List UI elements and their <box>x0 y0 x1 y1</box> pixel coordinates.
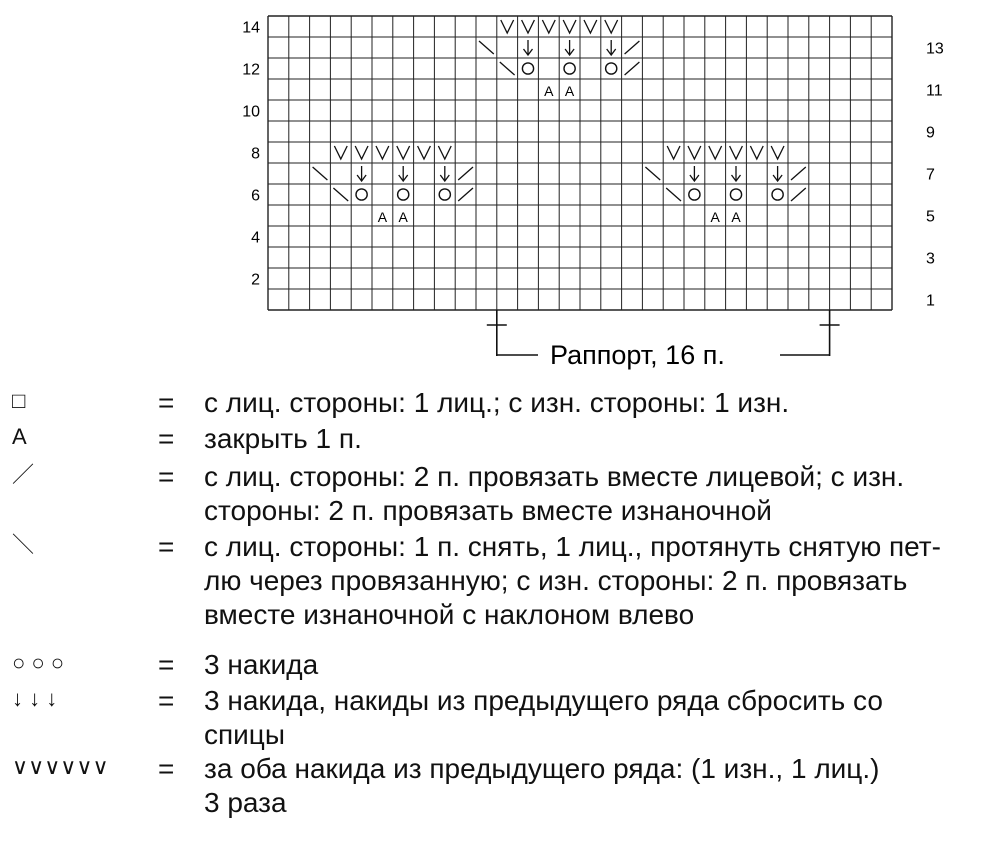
legend-line: за оба накида из предыдущего ряда: (1 изн., 1 лиц.) <box>204 753 880 784</box>
legend-line: лю через провязанную; с изн. стороны: 2 п. провязать <box>204 565 908 596</box>
row-number-left: 10 <box>242 103 260 121</box>
double-yarnover-knit-symbol <box>605 20 618 33</box>
bind-off-symbol: A <box>564 83 575 99</box>
legend-equals: = <box>158 685 175 716</box>
yarnover-symbol <box>606 63 617 74</box>
k2tog-symbol <box>458 188 473 201</box>
legend-line: с лиц. стороны: 1 лиц.; с изн. стороны: 1 изн. <box>204 387 790 418</box>
row-number-left: 4 <box>251 229 260 247</box>
row-number-right: 9 <box>926 124 935 142</box>
double-yarnover-knit-symbol <box>397 146 410 159</box>
legend-line: с лиц. стороны: 1 п. снять, 1 лиц., протянуть снятую пет- <box>204 531 941 562</box>
row-number-right: 13 <box>926 40 944 58</box>
double-yarnover-knit-symbol <box>584 20 597 33</box>
double-yarnover-knit-symbol <box>771 146 784 159</box>
legend-equals: = <box>158 423 175 454</box>
legend-symbol: ○ ○ ○ <box>12 650 65 675</box>
chart-grid <box>268 16 892 310</box>
legend-equals: = <box>158 387 175 418</box>
yarnover-symbol <box>564 63 575 74</box>
double-yarnover-knit-symbol <box>355 146 368 159</box>
legend-description <box>204 460 984 528</box>
legend-equals: = <box>158 753 175 784</box>
legend-symbol: ＼ <box>12 532 35 557</box>
double-yarnover-knit-symbol <box>501 20 514 33</box>
yarnover-symbol <box>730 189 741 200</box>
legend-symbol: A <box>12 424 27 449</box>
ssk-symbol <box>313 167 328 180</box>
double-yarnover-knit-symbol <box>334 146 347 159</box>
row-number-right: 3 <box>926 250 935 268</box>
row-number-left: 2 <box>251 271 260 289</box>
k2tog-symbol <box>625 62 640 75</box>
legend-symbol: ↓ ↓ ↓ <box>12 686 58 711</box>
legend-line: спицы <box>204 719 285 750</box>
double-yarnover-knit-symbol <box>522 20 535 33</box>
legend-description <box>204 422 984 456</box>
legend-description <box>204 530 984 632</box>
knitting-chart <box>0 0 1000 380</box>
repeat-label: Раппорт, 16 п. <box>550 340 725 370</box>
double-yarnover-knit-symbol <box>709 146 722 159</box>
double-yarnover-knit-symbol <box>438 146 451 159</box>
legend-line: вместе изнаночной с наклоном влево <box>204 599 695 630</box>
yarnover-symbol <box>522 63 533 74</box>
ssk-symbol <box>500 62 515 75</box>
ssk-symbol <box>479 41 494 54</box>
row-number-right: 7 <box>926 166 935 184</box>
row-number-left: 12 <box>242 61 260 79</box>
double-yarnover-knit-symbol <box>750 146 763 159</box>
double-yarnover-knit-symbol <box>563 20 576 33</box>
legend-line: 3 накида, накиды из предыдущего ряда сбросить со <box>204 685 883 716</box>
bind-off-symbol: A <box>731 209 741 225</box>
double-yarnover-knit-symbol <box>730 146 743 159</box>
legend-line: с лиц. стороны: 2 п. провязать вместе лицевой; с изн. <box>204 461 905 492</box>
ssk-symbol <box>666 188 681 201</box>
legend-description <box>204 648 984 682</box>
yarnover-symbol <box>439 189 450 200</box>
double-yarnover-knit-symbol <box>418 146 431 159</box>
row-number-left: 8 <box>251 145 260 163</box>
legend-line: 3 накида <box>204 649 319 680</box>
k2tog-symbol <box>791 188 806 201</box>
legend-description <box>204 386 984 420</box>
legend-equals: = <box>158 461 175 492</box>
legend-description <box>204 752 984 820</box>
row-number-right: 5 <box>926 208 935 226</box>
double-yarnover-knit-symbol <box>376 146 389 159</box>
legend-description <box>204 684 984 752</box>
double-yarnover-knit-symbol <box>688 146 701 159</box>
legend-equals: = <box>158 531 175 562</box>
yarnover-symbol <box>356 189 367 200</box>
yarnover-symbol <box>689 189 700 200</box>
row-number-right: 11 <box>926 82 943 100</box>
legend-symbol: ∨∨∨∨∨∨ <box>12 754 109 779</box>
legend-equals: = <box>158 649 175 680</box>
legend-symbol: ／ <box>12 462 35 487</box>
bind-off-symbol: A <box>377 209 388 225</box>
bind-off-symbol: A <box>398 209 408 225</box>
repeat-marker <box>487 310 840 370</box>
legend-line: 3 раза <box>204 787 287 818</box>
bind-off-symbol: A <box>710 209 720 225</box>
k2tog-symbol <box>625 41 640 54</box>
double-yarnover-knit-symbol <box>667 146 680 159</box>
row-number-left: 6 <box>251 187 260 205</box>
yarnover-symbol <box>398 189 409 200</box>
k2tog-symbol <box>791 167 806 180</box>
legend-line: закрыть 1 п. <box>204 423 362 454</box>
yarnover-symbol <box>772 189 783 200</box>
legend-symbol: □ <box>12 388 26 413</box>
legend-line: стороны: 2 п. провязать вместе изнаночной <box>204 495 772 526</box>
row-number-left: 14 <box>242 19 260 37</box>
ssk-symbol <box>645 167 660 180</box>
row-numbers <box>242 20 944 310</box>
double-yarnover-knit-symbol <box>542 20 555 33</box>
k2tog-symbol <box>458 167 473 180</box>
ssk-symbol <box>333 188 348 201</box>
bind-off-symbol: A <box>544 83 554 99</box>
row-number-right: 1 <box>926 292 935 310</box>
